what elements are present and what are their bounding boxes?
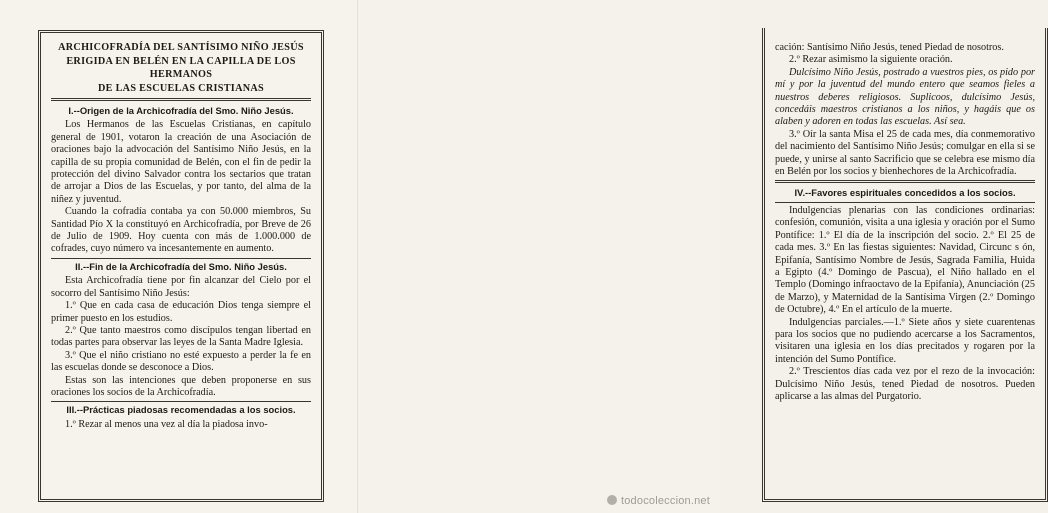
section-2-paragraph-closing: Estas son las intenciones que deben proponerse en sus oraciones los socios de la Archicofradía. bbox=[51, 374, 311, 398]
prayer-text: Dulcísimo Niño Jesús, postrado a vuestros pies, os pido por mí y por la juventud del mundo entero que seamos fieles a nuestros deberes religiosos. Suplicoos, dulcísimo Jesús, concedáis maestros cristianos a los niños, y hagáis que os alaben y adoren en todas las escuelas. Así sea. bbox=[775, 66, 1035, 128]
section-2-paragraph-1: Esta Archicofradía tiene por fin alcanzar del Cielo por el socorro del Santísimo Niño Jesús: bbox=[51, 275, 311, 299]
left-page-content bbox=[51, 41, 311, 431]
watermark-logo-icon bbox=[607, 495, 617, 505]
section-divider bbox=[51, 258, 311, 259]
title-divider bbox=[51, 98, 311, 101]
section-1-paragraph-2: Cuando la cofradía contaba ya con 50.000 miembros, Su Santidad Pío X la constituyó en Archicofradía, por Breve de 26 de Julio de 1909. Hoy cuenta con más de 1.000.000 de cofrades, cuyo número va incesantemente en aumento. bbox=[51, 206, 311, 255]
section-1-heading: I.--Origen de la Archicofradía del Smo. Niño Jesús. bbox=[68, 105, 294, 116]
section-2-heading: II.--Fin de la Archicofradía del Smo. Niño Jesús. bbox=[75, 260, 287, 272]
section-3-item-1: 1.º Rezar al menos una vez al día la piadosa invo- bbox=[65, 418, 268, 430]
title-line-2: ERIGIDA EN BELÉN EN LA CAPILLA DE LOS HERMANOS bbox=[66, 55, 296, 80]
left-page bbox=[0, 0, 360, 513]
partial-indulgences-item-2: 2.º Trescientos días cada vez por el rezo de la invocación: Dulcísimo Niño Jesús, tened Piedad de nosotros. Pueden aplicarse a las almas del Purgatorio. bbox=[775, 366, 1035, 402]
section-3-item-2: 2.º Rezar asimismo la siguiente oración. bbox=[789, 54, 953, 66]
watermark bbox=[607, 495, 710, 507]
section-1-paragraph-1: Los Hermanos de las Escuelas Cristianas, en capítulo general de 1901, votaron la creación de una Asociación de oraciones bajo la advocación del Santísimo Niño Jesús, en la capilla de su propia comunidad de Belén, con el fin de pedir la protección del divino Salvador contra los sectarios que tratan de arrojar a Dios de las Escuelas, y por tanto, del alma de la niñez y juventud. bbox=[51, 119, 311, 205]
section-4-heading: IV.--Favores espirituales concedidos a los socios. bbox=[794, 187, 1016, 199]
section-3-item-3: 3.º Oír la santa Misa el 25 de cada mes, día conmemorativo del nacimiento del Santísimo Niño Jesús; comulgar en ella si se puede, y unirse al santo Sacrificio que se celebra ese mismo día en Belén por los socios y bienhechores de la Archicofradía. bbox=[775, 128, 1035, 178]
right-page-content bbox=[775, 42, 1035, 403]
section-3-item-1-continued: cación: Santísimo Niño Jesús, tened Piedad de nosotros. bbox=[775, 42, 1004, 53]
partial-indulgences: Indulgencias parciales.—1.º Siete años y siete cuarentenas para los socios que no pudiendo acercarse a los Sacramentos, visitaren una iglesia en los días precitados y rogaren por la intención del Sumo Pontífice. bbox=[775, 316, 1035, 365]
watermark-text: todocoleccion.net bbox=[620, 495, 710, 507]
section-divider bbox=[775, 202, 1035, 203]
left-page-frame bbox=[38, 30, 324, 502]
section-2-item-1: 1.º Que en cada casa de educación Dios tenga siempre el primer puesto en los estudios. bbox=[51, 300, 311, 324]
section-2-item-2: 2.º Que tanto maestros como discípulos tengan libertad en todas partes para observar las leyes de la Santa Madre Iglesia. bbox=[51, 324, 311, 349]
right-page bbox=[360, 0, 1035, 513]
section-divider bbox=[775, 180, 1035, 183]
document-title bbox=[51, 41, 311, 95]
right-page-frame bbox=[762, 28, 1048, 502]
section-2-item-3: 3.º Que el niño cristiano no esté expuesto a perder la fe en las escuelas donde se desconoce a Dios. bbox=[51, 349, 311, 374]
plenary-indulgences: Indulgencias plenarias con las condiciones ordinarias: confesión, comunión, visita a una iglesia y oración por el Sumo Pontífice: 1.º El día de la inscripción del socio. 2.º El 25 de cada mes. 3.º En las fiestas siguientes: Navidad, Circunc s ón, Epifanía, Santísimo Nombre de Jesús, Sagrada Familia, Huida a Egipto (4.º Domingo de Pascua), el Niño hallado en el Templo (Domingo infraoctavo de la Epifanía), Anunciación (25 de Marzo), y Maternidad de la Santísima Virgen (2.º Domingo de Octubre), 4.º En el artículo de la muerte. bbox=[775, 204, 1035, 316]
title-line-3: DE LAS ESCUELAS CRISTIANAS bbox=[97, 82, 265, 94]
title-line-1: ARCHICOFRADÍA DEL SANTÍSIMO NIÑO JESÚS bbox=[58, 42, 304, 53]
section-3-heading: III.--Prácticas piadosas recomendadas a los socios. bbox=[66, 404, 296, 416]
section-divider bbox=[51, 401, 311, 402]
